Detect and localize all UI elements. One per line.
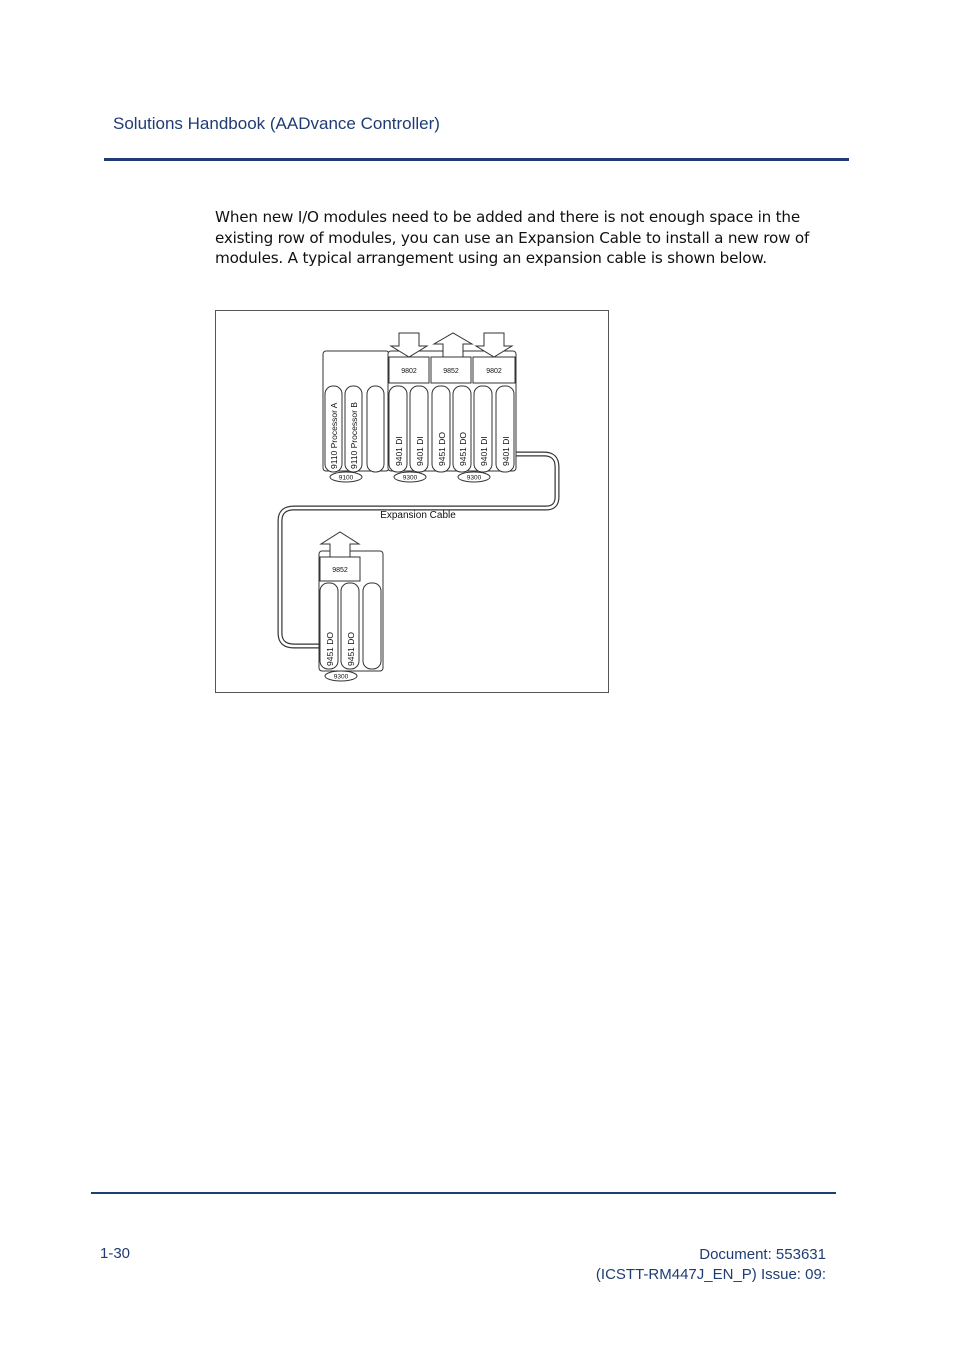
io-module-label: 9401 DI — [501, 436, 511, 466]
document-reference — [596, 1245, 826, 1285]
ta-label-1: 9802 — [401, 368, 417, 375]
processor-base-label: 9100 — [338, 474, 354, 482]
expansion-cable-label: Expansion Cable — [380, 510, 456, 521]
expansion-cable-diagram — [216, 311, 610, 694]
document-number: Document: 553631 — [699, 1246, 826, 1263]
running-header-title: Solutions Handbook (AADvance Controller) — [113, 114, 440, 133]
page-number: 1-30 — [100, 1245, 131, 1262]
ta-label-2: 9852 — [443, 368, 459, 375]
io-base-label: 9300 — [402, 474, 418, 482]
ta-label-row2: 9852 — [332, 567, 348, 574]
body-paragraph: When new I/O modules need to be added and there is not enough space in the existing row of modules, you can use an Expansion Cable to install a new row of modules. A typical arrangement using an expansion cable is shown below. — [215, 208, 810, 267]
io-module-label: 9401 DI — [394, 436, 404, 466]
processor-b-label: 9110 Processor B — [349, 402, 359, 469]
header-divider — [104, 158, 849, 161]
document-issue: (ICSTT-RM447J_EN_P) Issue: 09: — [595, 1266, 826, 1283]
io-module-label: 9451 DO — [346, 631, 356, 666]
empty-processor-slot — [367, 386, 384, 472]
io-module-label: 9451 DO — [458, 431, 468, 466]
io-module-label: 9401 DI — [415, 436, 425, 466]
io-base-label: 9300 — [466, 474, 482, 482]
io-module-label: 9451 DO — [437, 431, 447, 466]
io-module-label: 9451 DO — [325, 631, 335, 666]
footer-divider — [91, 1192, 836, 1194]
expansion-cable-figure — [215, 310, 609, 693]
ta-label-3: 9802 — [486, 368, 502, 375]
processor-a-label: 9110 Processor A — [329, 402, 339, 469]
empty-io-slot — [363, 583, 381, 669]
io-base-label: 9300 — [333, 673, 349, 681]
io-module-label: 9401 DI — [479, 436, 489, 466]
